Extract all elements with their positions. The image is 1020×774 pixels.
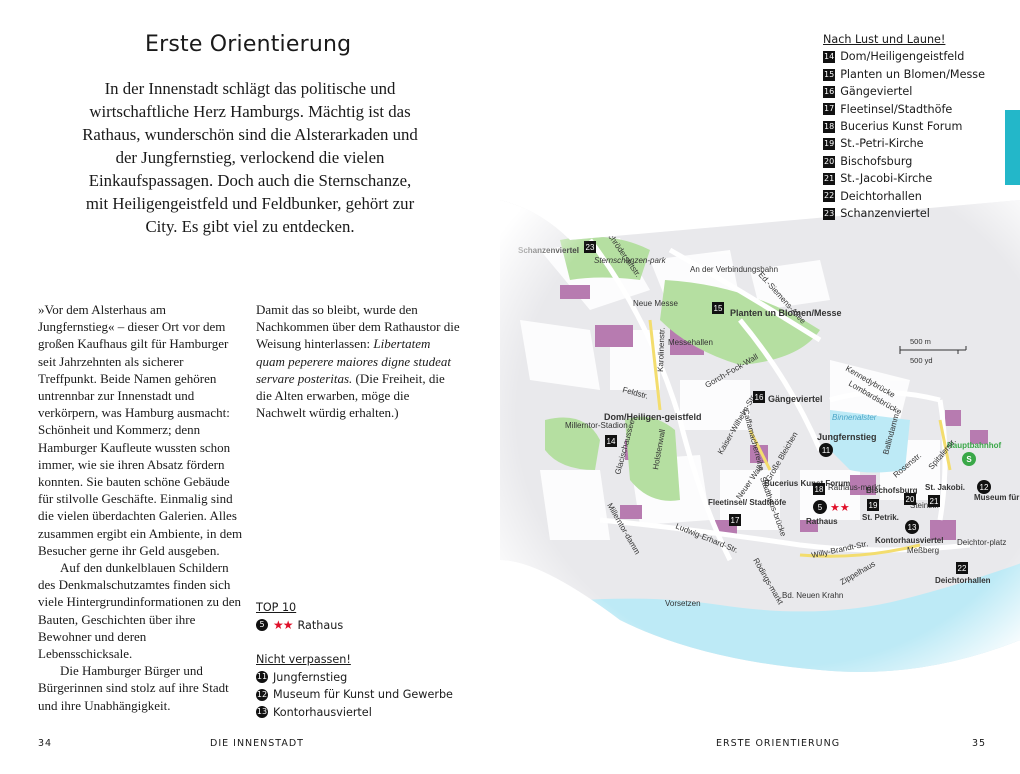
body-column-1: [38, 301, 243, 714]
right-page-number: 35: [972, 738, 987, 749]
list-item: [256, 704, 453, 722]
star-rating-icon: ★★: [273, 617, 293, 632]
nach-lust-block: [823, 31, 985, 222]
list-item: [823, 153, 985, 170]
right-running-head: ERSTE ORIENTIERUNG: [716, 738, 841, 749]
scale-label-m: 500 m: [910, 337, 931, 346]
number-badge: 16: [824, 86, 835, 96]
nicht-verpassen-heading: Nicht verpassen!: [256, 653, 351, 666]
body-text: (Die Freiheit, die die Alten erwarben, möge die Nachwelt würdig erhalten.): [256, 370, 445, 421]
list-item-label: Museum für Kunst und Gewerbe: [273, 688, 453, 701]
top10-block: [256, 599, 343, 634]
number-badge: 18: [824, 121, 835, 131]
number-badge: 5: [256, 619, 268, 631]
page-title: Erste Orientierung: [145, 32, 352, 57]
number-badge: 11: [256, 672, 268, 682]
scale-label-yd: 500 yd: [910, 356, 933, 365]
list-item: [823, 66, 985, 83]
body-paragraph: »Vor dem Alsterhaus am Jungfernstieg« – dieser Ort vor dem großen Kaufhaus gilt für Hamburger seit Jahrzehnten als sicherer Treffpunkt. Beide Namen gehören untrennbar zur Innenstadt und verkörpern, was Hamburg ausmacht: Schönheit und Kommerz; denn Hamburger Kaufleute wussten schon immer, wie sie ihren Absatz fördern konnten. Sie bauten schöne Gebäude für stilvolle Geschäfte. Einmalig sind die vielen überdachten Galerien. Alles zusammen ergibt ein Ambiente, in dem Besucher gerne ihr Geld ausgeben.: [38, 302, 243, 558]
list-item-label: Gängeviertel: [840, 85, 913, 99]
list-item: [823, 205, 985, 222]
map-body: [500, 180, 1020, 700]
list-item: [823, 135, 985, 152]
left-page: [0, 0, 500, 774]
list-item-label: Schanzenviertel: [840, 207, 930, 221]
list-item: [256, 686, 453, 704]
body-column-2: [256, 301, 461, 421]
list-item-label: Planten un Blomen/Messe: [840, 67, 985, 81]
body-text: Damit das so bleibt, wurde den Nachkommen über dem Rathaustor die Weisung hinterlassen:: [256, 302, 460, 352]
nicht-verpassen-block: [256, 651, 453, 721]
list-item: [823, 48, 985, 65]
list-item-label: Bischofsburg: [840, 154, 913, 168]
number-badge: 15: [824, 69, 835, 79]
latin-quote: Libertatem quam peperere maiores digne studeat servare posteritas.: [256, 336, 451, 386]
list-item: [823, 101, 985, 118]
number-badge: 22: [824, 191, 835, 201]
left-running-head: DIE INNENSTADT: [210, 738, 304, 749]
top10-heading: TOP 10: [256, 601, 297, 614]
number-badge: 23: [824, 208, 835, 218]
list-item-label: Jungfernstieg: [273, 670, 348, 684]
list-item-label: St.-Petri-Kirche: [840, 137, 924, 151]
list-item: [823, 188, 985, 205]
nach-lust-heading: Nach Lust und Laune!: [823, 33, 946, 46]
number-badge: 20: [824, 156, 835, 166]
top10-item: [256, 617, 343, 635]
list-item: [823, 118, 985, 135]
left-page-number: 34: [38, 738, 53, 749]
number-badge: 19: [824, 139, 835, 149]
body-paragraph: [256, 301, 461, 421]
list-item: [823, 170, 985, 187]
chapter-tab: [1005, 110, 1020, 185]
list-item-label: Deichtorhallen: [840, 189, 922, 203]
list-item: [256, 669, 453, 687]
right-page: [500, 0, 1020, 774]
body-paragraph: Die Hamburger Bürger und Bürgerinnen sind stolz auf ihre Stadt und ihre Unabhängigkeit.: [38, 663, 229, 713]
list-item-label: Fleetinsel/Stadthöfe: [840, 102, 953, 116]
number-badge: 14: [824, 52, 835, 62]
list-item-label: St.-Jacobi-Kirche: [840, 172, 933, 186]
list-item-label: Bucerius Kunst Forum: [840, 120, 963, 134]
top10-item-label: Rathaus: [297, 618, 344, 632]
number-badge: 13: [256, 707, 268, 717]
number-badge: 12: [256, 689, 268, 699]
list-item-label: Dom/Heiligengeistfeld: [840, 50, 965, 64]
list-item: [823, 83, 985, 100]
body-paragraph: Auf den dunkelblauen Schildern des Denkmalschutzamtes finden sich viele Hintergrundinformationen zu den Bauten, Geschichten über ihre Bewohner und deren Lebensschicksale.: [38, 560, 242, 662]
list-item-label: Kontorhausviertel: [273, 705, 372, 719]
intro-text: In der Innenstadt schlägt das politische und wirtschaftliche Herz Hamburgs. Mächtig ist das Rathaus, wunderschön sind die Alsterarkaden und der Jungfernstieg, verlockend die vielen Einkaufspassagen. Doch auch die Sternschanze, mit Heiligengeistfeld und Feldbunker, gehört zur City. Es gibt viel zu entdecken.: [82, 79, 418, 236]
number-badge: 17: [824, 104, 835, 114]
number-badge: 21: [824, 173, 835, 183]
